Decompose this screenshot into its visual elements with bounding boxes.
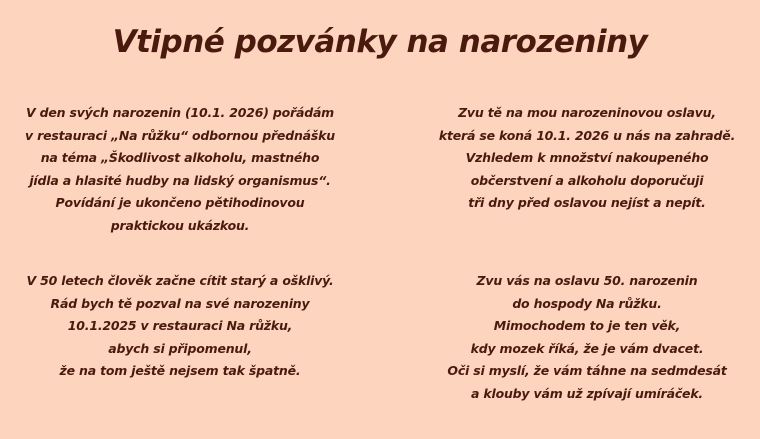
invitation-3 [0,270,360,383]
invitation-2 [407,102,760,215]
invitation-line: abych si připomenul, [108,340,252,356]
invitation-line: a klouby vám už zpívají umíráček. [471,385,703,401]
invitation-line: v restauraci „Na růžku“ odbornou přednášku [25,127,335,143]
invitation-line: 10.1.2025 v restauraci Na růžku, [67,318,293,333]
page-title: Vtipné pozvánky na narozeniny [112,24,648,60]
invitation-line: Rád bych tě pozval na své narozeniny [50,295,310,311]
invitation-line: která se koná 10.1. 2026 u nás na zahradě. [438,127,736,143]
invitation-line: že na tom ještě nejsem tak špatně. [59,363,301,378]
invitation-1 [0,102,360,237]
invitation-line: Oči si myslí, že vám táhne na sedmdesát [447,363,727,378]
invitation-line: Povídání je ukončeno pětihodinovou [55,195,305,210]
invitation-line: občerstvení a alkoholu doporučuji [470,172,704,188]
invitation-line: V den svých narozenin (10.1. 2026) pořádám [25,105,335,120]
invitation-line: jídla a hlasité hudby na lidský organismus“. [29,172,331,188]
invitation-4 [407,270,760,405]
invitation-line: Zvu vás na oslavu 50. narozenin [476,273,698,288]
invitation-line: tři dny před oslavou nejíst a nepít. [468,195,706,210]
invitation-line: Vzhledem k množství nakoupeného [465,150,709,165]
invitation-line: do hospody Na růžku. [512,295,662,311]
invitation-line: Mimochodem to je ten věk, [493,318,681,333]
invitation-line: na téma „Škodlivost alkoholu, mastného [40,150,320,165]
invitation-line: V 50 letech člověk začne cítit starý a ošklivý. [26,273,334,288]
invitation-line: praktickou ukázkou. [110,217,250,233]
invitation-line: kdy mozek říká, že je vám dvacet. [470,340,704,356]
invitation-line: Zvu tě na mou narozeninovou oslavu, [458,105,716,120]
